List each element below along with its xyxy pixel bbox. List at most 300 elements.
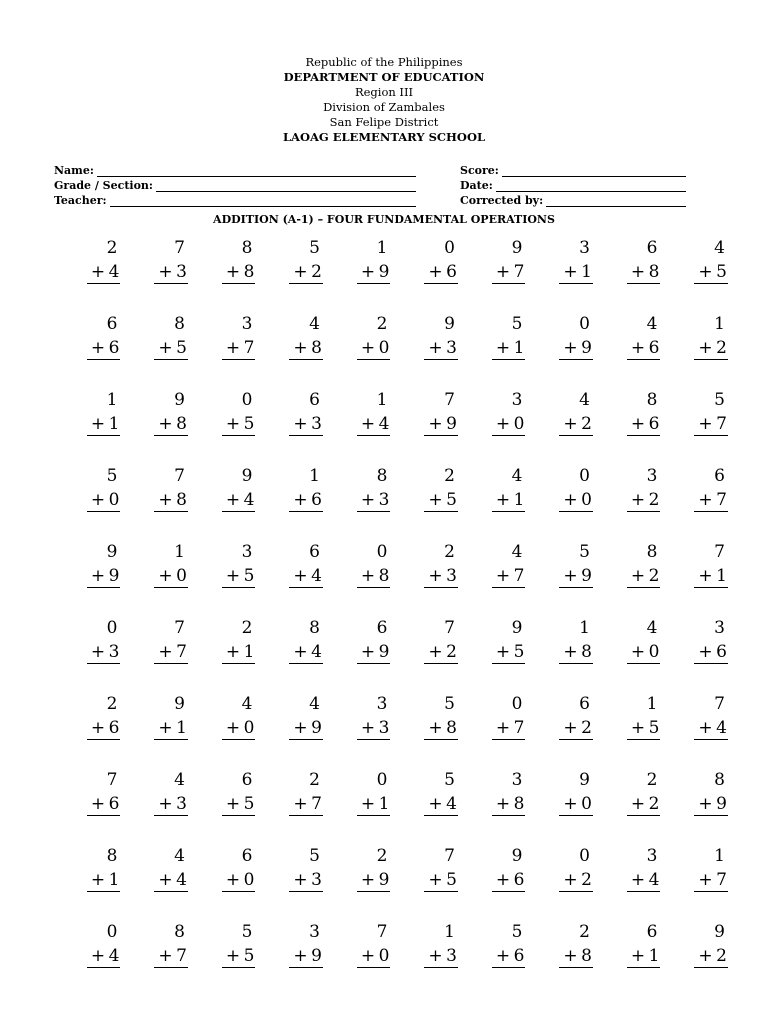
addition-problem	[273, 314, 323, 362]
addition-problem	[340, 542, 390, 590]
problem-addend-bottom: 9	[581, 566, 593, 586]
problem-addend-top: 5	[444, 694, 456, 714]
addition-problem	[138, 314, 188, 362]
problem-addend-bottom-row	[627, 337, 660, 360]
plus-sign: +	[158, 718, 174, 738]
plus-sign: +	[428, 566, 444, 586]
problem-addend-bottom-row	[559, 489, 592, 512]
addition-problem	[138, 390, 188, 438]
problem-addend-bottom-row	[357, 945, 390, 968]
problem-addend-bottom-row	[154, 869, 187, 892]
problem-addend-top: 1	[376, 390, 388, 410]
addition-problem	[273, 466, 323, 514]
plus-sign: +	[360, 642, 376, 662]
worksheet-title: ADDITION (A-1) – FOUR FUNDAMENTAL OPERATIONS	[213, 213, 555, 226]
problem-addend-top: 8	[241, 238, 253, 258]
problem-addend-top: 3	[646, 846, 658, 866]
problem-addend-top: 0	[106, 922, 118, 942]
problem-addend-bottom-row	[289, 717, 322, 740]
problem-addend-bottom-row	[87, 261, 120, 284]
addition-problem	[408, 618, 458, 666]
problem-addend-bottom: 7	[716, 490, 728, 510]
plus-sign: +	[293, 338, 309, 358]
problem-addend-bottom-row	[424, 337, 457, 360]
problem-addend-bottom-row	[289, 869, 322, 892]
problem-addend-bottom: 2	[648, 566, 660, 586]
problem-addend-bottom-row	[492, 337, 525, 360]
addition-problem	[340, 390, 390, 438]
problem-addend-top: 0	[511, 694, 523, 714]
problem-addend-bottom: 6	[513, 946, 525, 966]
problem-addend-top: 4	[511, 542, 523, 562]
problem-addend-top: 9	[444, 314, 456, 334]
plus-sign: +	[698, 946, 714, 966]
plus-sign: +	[360, 490, 376, 510]
addition-problem	[610, 694, 660, 742]
problem-addend-top: 3	[511, 770, 523, 790]
problem-addend-top: 8	[646, 390, 658, 410]
plus-sign: +	[428, 718, 444, 738]
problem-addend-bottom: 7	[513, 566, 525, 586]
addition-problem	[273, 618, 323, 666]
problem-addend-bottom-row	[559, 717, 592, 740]
problem-addend-bottom: 7	[311, 794, 323, 814]
problem-addend-bottom-row	[222, 945, 255, 968]
addition-problem	[70, 542, 120, 590]
problem-addend-bottom-row	[424, 717, 457, 740]
problem-addend-top: 1	[444, 922, 456, 942]
problem-addend-bottom-row	[87, 337, 120, 360]
problem-addend-bottom-row	[222, 565, 255, 588]
problem-addend-bottom: 8	[243, 262, 255, 282]
grade-section-field	[54, 177, 416, 192]
problem-addend-bottom: 5	[243, 794, 255, 814]
problem-addend-top: 6	[241, 846, 253, 866]
plus-sign: +	[360, 794, 376, 814]
addition-problem	[408, 542, 458, 590]
addition-problem	[205, 390, 255, 438]
problem-addend-bottom-row	[559, 641, 592, 664]
problem-addend-top: 2	[376, 846, 388, 866]
problem-addend-bottom-row	[694, 717, 727, 740]
addition-problem-grid	[70, 238, 730, 978]
plus-sign: +	[293, 490, 309, 510]
problem-addend-bottom-row	[87, 641, 120, 664]
problem-addend-bottom: 3	[378, 490, 390, 510]
problem-addend-bottom: 1	[108, 870, 120, 890]
problem-addend-bottom: 7	[176, 946, 188, 966]
addition-problem	[610, 542, 660, 590]
problem-addend-bottom-row	[222, 489, 255, 512]
teacher-field	[54, 192, 416, 207]
problem-addend-bottom-row	[424, 413, 457, 436]
problem-addend-bottom: 8	[648, 262, 660, 282]
header-republic: Republic of the Philippines	[305, 55, 463, 69]
plus-sign: +	[495, 946, 511, 966]
addition-problem	[475, 542, 525, 590]
problem-addend-top: 0	[106, 618, 118, 638]
problem-addend-bottom: 6	[108, 794, 120, 814]
plus-sign: +	[158, 946, 174, 966]
addition-problem	[408, 466, 458, 514]
problem-addend-bottom: 0	[176, 566, 188, 586]
addition-problem	[408, 238, 458, 286]
problem-addend-top: 6	[714, 466, 726, 486]
problem-addend-bottom-row	[559, 869, 592, 892]
plus-sign: +	[495, 718, 511, 738]
problem-addend-bottom-row	[492, 793, 525, 816]
problem-addend-bottom-row	[694, 413, 727, 436]
addition-problem	[475, 770, 525, 818]
addition-problem	[543, 922, 593, 970]
problem-addend-top: 2	[444, 466, 456, 486]
addition-problem	[678, 238, 728, 286]
problem-addend-top: 9	[106, 542, 118, 562]
problem-addend-top: 1	[646, 694, 658, 714]
addition-problem	[543, 314, 593, 362]
problem-addend-bottom: 8	[176, 414, 188, 434]
problem-addend-bottom-row	[87, 413, 120, 436]
problem-addend-bottom: 1	[716, 566, 728, 586]
addition-problem	[543, 770, 593, 818]
problem-addend-top: 9	[511, 238, 523, 258]
problem-addend-bottom: 1	[108, 414, 120, 434]
plus-sign: +	[563, 946, 579, 966]
plus-sign: +	[630, 414, 646, 434]
plus-sign: +	[90, 946, 106, 966]
problem-addend-top: 5	[511, 314, 523, 334]
problem-addend-bottom-row	[289, 641, 322, 664]
problem-addend-bottom-row	[357, 261, 390, 284]
problem-addend-bottom: 5	[513, 642, 525, 662]
problem-addend-top: 9	[511, 846, 523, 866]
addition-problem	[138, 466, 188, 514]
problem-addend-bottom: 3	[176, 794, 188, 814]
plus-sign: +	[225, 870, 241, 890]
problem-addend-top: 0	[376, 542, 388, 562]
problem-addend-bottom: 7	[243, 338, 255, 358]
problem-addend-top: 4	[309, 694, 321, 714]
addition-problem	[70, 922, 120, 970]
problem-addend-bottom: 7	[716, 414, 728, 434]
problem-addend-bottom: 3	[311, 414, 323, 434]
plus-sign: +	[563, 566, 579, 586]
problem-addend-bottom: 8	[446, 718, 458, 738]
problem-addend-bottom-row	[424, 945, 457, 968]
problem-addend-top: 5	[579, 542, 591, 562]
addition-problem	[205, 770, 255, 818]
plus-sign: +	[158, 262, 174, 282]
problem-addend-bottom-row	[424, 565, 457, 588]
addition-problem	[475, 922, 525, 970]
problem-addend-top: 7	[174, 618, 186, 638]
plus-sign: +	[495, 642, 511, 662]
problem-addend-bottom-row	[154, 413, 187, 436]
header-department: DEPARTMENT OF EDUCATION	[283, 70, 485, 84]
problem-addend-top: 3	[241, 542, 253, 562]
addition-problem	[610, 390, 660, 438]
problem-addend-bottom-row	[492, 717, 525, 740]
problem-addend-top: 8	[714, 770, 726, 790]
plus-sign: +	[563, 642, 579, 662]
addition-problem	[543, 238, 593, 286]
problem-addend-top: 8	[106, 846, 118, 866]
addition-problem	[273, 542, 323, 590]
plus-sign: +	[90, 490, 106, 510]
plus-sign: +	[360, 718, 376, 738]
addition-problem	[205, 238, 255, 286]
problem-addend-top: 4	[174, 770, 186, 790]
problem-addend-bottom: 6	[311, 490, 323, 510]
plus-sign: +	[630, 566, 646, 586]
problem-addend-bottom-row	[627, 413, 660, 436]
problem-addend-bottom-row	[154, 337, 187, 360]
plus-sign: +	[360, 946, 376, 966]
addition-problem	[273, 694, 323, 742]
problem-addend-bottom: 3	[176, 262, 188, 282]
addition-problem	[70, 466, 120, 514]
problem-addend-bottom: 8	[378, 566, 390, 586]
problem-addend-bottom: 9	[716, 794, 728, 814]
addition-problem	[70, 694, 120, 742]
problem-addend-bottom: 6	[446, 262, 458, 282]
problem-addend-bottom: 5	[446, 870, 458, 890]
addition-problem	[70, 770, 120, 818]
problem-addend-top: 2	[646, 770, 658, 790]
plus-sign: +	[225, 338, 241, 358]
addition-problem	[205, 466, 255, 514]
addition-problem	[543, 618, 593, 666]
problem-addend-bottom-row	[694, 869, 727, 892]
problem-addend-top: 6	[376, 618, 388, 638]
plus-sign: +	[293, 870, 309, 890]
plus-sign: +	[225, 566, 241, 586]
plus-sign: +	[158, 490, 174, 510]
problem-addend-top: 5	[309, 238, 321, 258]
plus-sign: +	[630, 946, 646, 966]
document-header	[0, 55, 768, 145]
problem-addend-bottom-row	[627, 565, 660, 588]
plus-sign: +	[293, 414, 309, 434]
problem-addend-bottom: 0	[648, 642, 660, 662]
grade-section-blank-line	[156, 180, 416, 192]
problem-addend-top: 1	[714, 314, 726, 334]
header-school: LAOAG ELEMENTARY SCHOOL	[282, 130, 486, 144]
problem-addend-bottom-row	[559, 413, 592, 436]
addition-problem	[475, 618, 525, 666]
problem-addend-bottom: 2	[581, 870, 593, 890]
problem-addend-bottom-row	[154, 793, 187, 816]
problem-addend-bottom: 9	[108, 566, 120, 586]
plus-sign: +	[495, 870, 511, 890]
problem-addend-bottom: 1	[581, 262, 593, 282]
addition-problem	[205, 922, 255, 970]
addition-problem	[138, 922, 188, 970]
plus-sign: +	[495, 262, 511, 282]
problem-addend-top: 6	[579, 694, 591, 714]
problem-addend-bottom: 0	[378, 946, 390, 966]
problem-addend-top: 9	[174, 694, 186, 714]
problem-addend-bottom-row	[357, 565, 390, 588]
problem-addend-bottom: 6	[716, 642, 728, 662]
plus-sign: +	[90, 870, 106, 890]
addition-problem	[678, 846, 728, 894]
addition-problem	[678, 694, 728, 742]
plus-sign: +	[225, 490, 241, 510]
problem-addend-bottom-row	[492, 869, 525, 892]
problem-addend-bottom-row	[154, 641, 187, 664]
addition-problem	[138, 770, 188, 818]
plus-sign: +	[90, 414, 106, 434]
problem-addend-bottom-row	[627, 717, 660, 740]
problem-addend-bottom-row	[222, 413, 255, 436]
problem-addend-bottom: 5	[716, 262, 728, 282]
problem-addend-top: 1	[309, 466, 321, 486]
problem-addend-bottom: 6	[108, 338, 120, 358]
problem-addend-bottom: 9	[378, 870, 390, 890]
problem-addend-bottom-row	[289, 337, 322, 360]
problem-addend-bottom: 0	[513, 414, 525, 434]
problem-addend-top: 7	[174, 238, 186, 258]
addition-problem	[678, 466, 728, 514]
plus-sign: +	[428, 946, 444, 966]
problem-addend-top: 1	[376, 238, 388, 258]
problem-addend-bottom-row	[357, 793, 390, 816]
problem-addend-bottom: 6	[108, 718, 120, 738]
problem-addend-bottom: 4	[446, 794, 458, 814]
problem-addend-bottom: 9	[311, 718, 323, 738]
problem-addend-top: 9	[174, 390, 186, 410]
problem-addend-bottom-row	[492, 413, 525, 436]
problem-addend-bottom: 4	[648, 870, 660, 890]
plus-sign: +	[293, 566, 309, 586]
plus-sign: +	[293, 946, 309, 966]
addition-problem	[340, 618, 390, 666]
plus-sign: +	[90, 642, 106, 662]
addition-problem	[475, 314, 525, 362]
plus-sign: +	[428, 870, 444, 890]
problem-addend-top: 4	[646, 314, 658, 334]
addition-problem	[610, 466, 660, 514]
problem-addend-top: 5	[309, 846, 321, 866]
problem-addend-top: 0	[444, 238, 456, 258]
plus-sign: +	[495, 794, 511, 814]
problem-addend-bottom-row	[694, 337, 727, 360]
problem-addend-bottom-row	[222, 793, 255, 816]
problem-addend-bottom-row	[627, 261, 660, 284]
plus-sign: +	[563, 414, 579, 434]
addition-problem	[475, 466, 525, 514]
problem-addend-top: 2	[579, 922, 591, 942]
problem-addend-bottom: 1	[513, 338, 525, 358]
plus-sign: +	[428, 338, 444, 358]
plus-sign: +	[428, 414, 444, 434]
name-blank-line	[97, 165, 416, 177]
problem-addend-top: 8	[376, 466, 388, 486]
addition-problem	[138, 542, 188, 590]
problem-addend-top: 0	[579, 314, 591, 334]
plus-sign: +	[495, 566, 511, 586]
problem-addend-bottom: 6	[648, 414, 660, 434]
plus-sign: +	[158, 338, 174, 358]
plus-sign: +	[428, 794, 444, 814]
score-blank-line	[502, 165, 686, 177]
plus-sign: +	[293, 718, 309, 738]
problem-addend-bottom-row	[357, 489, 390, 512]
addition-problem	[475, 694, 525, 742]
problem-addend-bottom: 0	[108, 490, 120, 510]
name-label: Name:	[54, 164, 94, 177]
score-label: Score:	[460, 164, 499, 177]
problem-addend-top: 4	[309, 314, 321, 334]
header-region: Region III	[354, 85, 414, 99]
problem-addend-bottom: 2	[648, 490, 660, 510]
addition-problem	[70, 238, 120, 286]
problem-addend-top: 3	[579, 238, 591, 258]
addition-problem	[543, 466, 593, 514]
addition-problem	[475, 390, 525, 438]
problem-addend-bottom-row	[492, 261, 525, 284]
plus-sign: +	[698, 490, 714, 510]
addition-problem	[205, 846, 255, 894]
plus-sign: +	[225, 946, 241, 966]
plus-sign: +	[360, 338, 376, 358]
addition-problem	[408, 846, 458, 894]
plus-sign: +	[360, 414, 376, 434]
problem-addend-bottom-row	[289, 565, 322, 588]
plus-sign: +	[225, 414, 241, 434]
problem-addend-bottom: 9	[311, 946, 323, 966]
plus-sign: +	[225, 642, 241, 662]
problem-addend-top: 6	[309, 390, 321, 410]
problem-addend-bottom-row	[694, 489, 727, 512]
plus-sign: +	[158, 870, 174, 890]
plus-sign: +	[698, 262, 714, 282]
problem-addend-top: 1	[106, 390, 118, 410]
plus-sign: +	[90, 566, 106, 586]
problem-addend-top: 6	[309, 542, 321, 562]
addition-problem	[678, 314, 728, 362]
problem-addend-bottom: 6	[648, 338, 660, 358]
plus-sign: +	[360, 566, 376, 586]
problem-addend-bottom: 1	[176, 718, 188, 738]
addition-problem	[610, 618, 660, 666]
header-division: Division of Zambales	[323, 100, 445, 114]
plus-sign: +	[698, 338, 714, 358]
problem-addend-bottom-row	[222, 717, 255, 740]
plus-sign: +	[495, 414, 511, 434]
plus-sign: +	[428, 642, 444, 662]
problem-addend-top: 1	[714, 846, 726, 866]
addition-problem	[678, 922, 728, 970]
problem-addend-top: 0	[579, 846, 591, 866]
header-district: San Felipe District	[329, 115, 439, 129]
plus-sign: +	[563, 490, 579, 510]
addition-problem	[340, 314, 390, 362]
problem-addend-bottom: 1	[378, 794, 390, 814]
plus-sign: +	[360, 870, 376, 890]
problem-addend-top: 5	[106, 466, 118, 486]
problem-addend-bottom: 5	[243, 414, 255, 434]
addition-problem	[340, 694, 390, 742]
problem-addend-bottom: 7	[176, 642, 188, 662]
problem-addend-bottom-row	[222, 337, 255, 360]
problem-addend-top: 3	[511, 390, 523, 410]
problem-addend-bottom: 4	[311, 642, 323, 662]
problem-addend-bottom: 1	[243, 642, 255, 662]
problem-addend-bottom-row	[559, 945, 592, 968]
addition-problem	[340, 770, 390, 818]
